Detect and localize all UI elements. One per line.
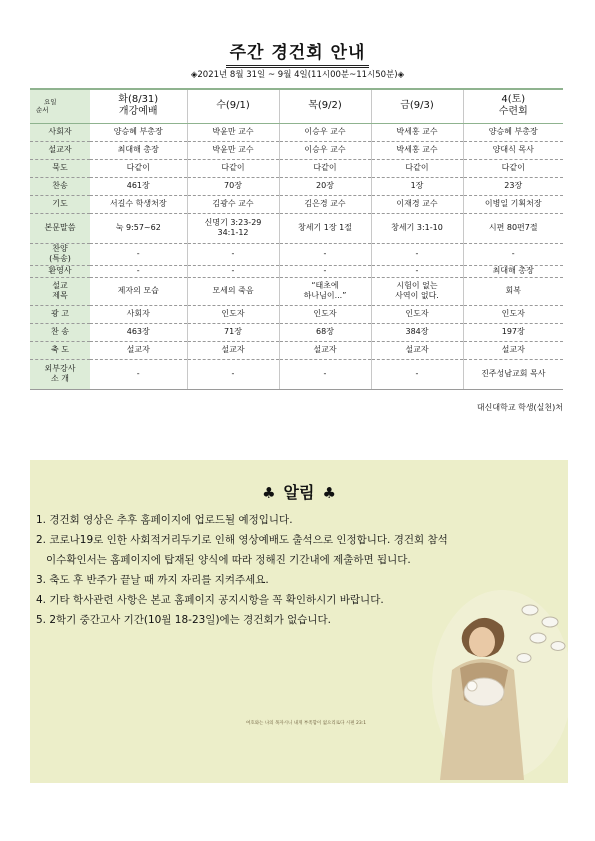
art-caption: 여호와는 나의 목자시니 내게 부족함이 없으리로다 시편 23:1 [246,721,367,726]
row-label: 찬 송 [30,323,90,341]
table-cell: 20장 [279,177,371,195]
table-cell: 박세홍 교수 [371,123,463,141]
day-header [90,89,187,123]
table-cell: - [279,359,371,389]
day-date: 수(9/1) [216,100,250,111]
table-cell: - [371,359,463,389]
table-row [30,213,563,243]
table-cell: 23장 [463,177,563,195]
day-date: 목(9/2) [308,100,342,111]
table-cell: 설교자 [187,341,279,359]
notice-box [30,460,568,783]
notice-item: 1. 경건회 영상은 추후 홈페이지에 업로드될 예정입니다. [36,514,293,526]
table-cell: 다같이 [187,159,279,177]
table-row [30,359,563,389]
table-cell: 인도자 [187,305,279,323]
row-label: 설교자 [30,141,90,159]
day-subtitle: 개강예배 [118,106,158,118]
notice-title: 알림 [283,483,315,502]
shepherd-illustration [412,580,568,780]
table-cell: - [371,243,463,265]
table-cell: 197장 [463,323,563,341]
row-label: 사회자 [30,123,90,141]
table-cell: 신명기 3:23-29 34:1-12 [187,213,279,243]
table-cell: 최대해 총장 [463,265,563,277]
table-cell: - [187,265,279,277]
row-label: 찬송 [30,177,90,195]
table-cell: 설교자 [90,341,187,359]
table-cell: 인도자 [463,305,563,323]
table-cell: 양승혜 부총장 [463,123,563,141]
table-cell: 인도자 [279,305,371,323]
row-label: 찬양 (특송) [30,243,90,265]
table-row [30,177,563,195]
table-cell: 461장 [90,177,187,195]
table-cell: 463장 [90,323,187,341]
table-cell: 창세기 1장 1절 [279,213,371,243]
table-cell: 이승우 교수 [279,141,371,159]
notice-header [30,480,568,503]
table-row [30,265,563,277]
table-cell: 70장 [187,177,279,195]
row-label: 외부강사 소 개 [30,359,90,389]
date-range: ◈2021년 8월 31일 ~ 9월 4일(11시00분~11시50분)◈ [190,70,405,80]
table-row [30,323,563,341]
table-cell: 71장 [187,323,279,341]
table-cell: 이승우 교수 [279,123,371,141]
table-cell: 박윤만 교수 [187,123,279,141]
row-label: 기도 [30,195,90,213]
credit-line: 대신대학교 학생(실천)처 [476,403,563,412]
notice-item: 이수확인서는 홈페이지에 탑재된 양식에 따라 정해진 기간내에 제출하면 됩니다. [36,554,411,566]
table-cell: - [90,265,187,277]
schedule-table [30,88,563,390]
table-cell: 설교자 [279,341,371,359]
table-cell: 회복 [463,277,563,305]
table-cell: 설교자 [463,341,563,359]
day-subtitle: 수련회 [498,106,528,118]
day-header [279,89,371,123]
table-cell: 다같이 [463,159,563,177]
table-cell: - [187,359,279,389]
table-cell: 제자의 모습 [90,277,187,305]
table-cell: - [463,243,563,265]
table-cell: 모세의 죽음 [187,277,279,305]
table-cell: 사회자 [90,305,187,323]
table-cell: 인도자 [371,305,463,323]
table-cell: 양대식 목사 [463,141,563,159]
notice-item: 3. 축도 후 반주가 끝날 때 까지 자리를 지켜주세요. [36,574,269,586]
table-cell: 김은경 교수 [279,195,371,213]
day-header [463,89,563,123]
day-date: 화(8/31) [118,93,159,105]
row-label: 광 고 [30,305,90,323]
table-cell: 이병일 기획처장 [463,195,563,213]
day-header [187,89,279,123]
table-cell: 박세홍 교수 [371,141,463,159]
table-cell: 김광수 교수 [187,195,279,213]
table-cell: 다같이 [279,159,371,177]
notice-item: 5. 2학기 중간고사 기간(10월 18-23일)에는 경건회가 없습니다. [36,614,331,626]
table-cell: 눅 9:57~62 [90,213,187,243]
table-cell: - [279,243,371,265]
club-icon: ♣ [262,484,276,502]
table-cell: 다같이 [371,159,463,177]
table-cell: 창세기 3:1-10 [371,213,463,243]
table-cell: 진주성남교회 목사 [463,359,563,389]
table-cell: 양승혜 부총장 [90,123,187,141]
table-row [30,305,563,323]
table-cell: - [187,243,279,265]
notice-item: 4. 기타 학사관련 사항은 본교 홈페이지 공지시항을 꼭 확인하시기 바랍니다. [36,594,384,606]
row-label: 축 도 [30,341,90,359]
table-row [30,195,563,213]
table-row [30,159,563,177]
corner-day-label: 요일 [44,98,57,107]
table-row [30,277,563,305]
row-label: 설교 제목 [30,277,90,305]
table-cell: “태초에 하나님이...” [279,277,371,305]
table-header-row [30,89,563,123]
table-cell: - [90,359,187,389]
row-label: 본문말씀 [30,213,90,243]
table-cell: 설교자 [371,341,463,359]
club-icon: ♣ [322,484,336,502]
day-date: 4(토) [501,93,526,105]
table-cell: 최대해 총장 [90,141,187,159]
table-cell: - [90,243,187,265]
table-cell: - [371,265,463,277]
page-title: 주간 경건회 안내 [0,38,595,63]
table-cell: 서길수 학생처장 [90,195,187,213]
table-cell: 시험이 없는 사역이 없다. [371,277,463,305]
table-row [30,341,563,359]
table-row [30,123,563,141]
table-corner [30,89,90,123]
table-cell: 다같이 [90,159,187,177]
table-cell: 384장 [371,323,463,341]
day-header [371,89,463,123]
row-label: 묵도 [30,159,90,177]
corner-order-label: 순서 [36,106,49,115]
row-label: 환영사 [30,265,90,277]
table-cell: 이재경 교수 [371,195,463,213]
table-row [30,243,563,265]
table-cell: 시편 80편7절 [463,213,563,243]
table-cell: - [279,265,371,277]
table-row [30,141,563,159]
table-cell: 박윤만 교수 [187,141,279,159]
day-date: 금(9/3) [400,100,434,111]
table-cell: 68장 [279,323,371,341]
table-cell: 1장 [371,177,463,195]
notice-item: 2. 코로나19로 인한 사회적거리두기로 인해 영상예배도 출석으로 인정합니다. 경건회 참석 [36,534,448,546]
